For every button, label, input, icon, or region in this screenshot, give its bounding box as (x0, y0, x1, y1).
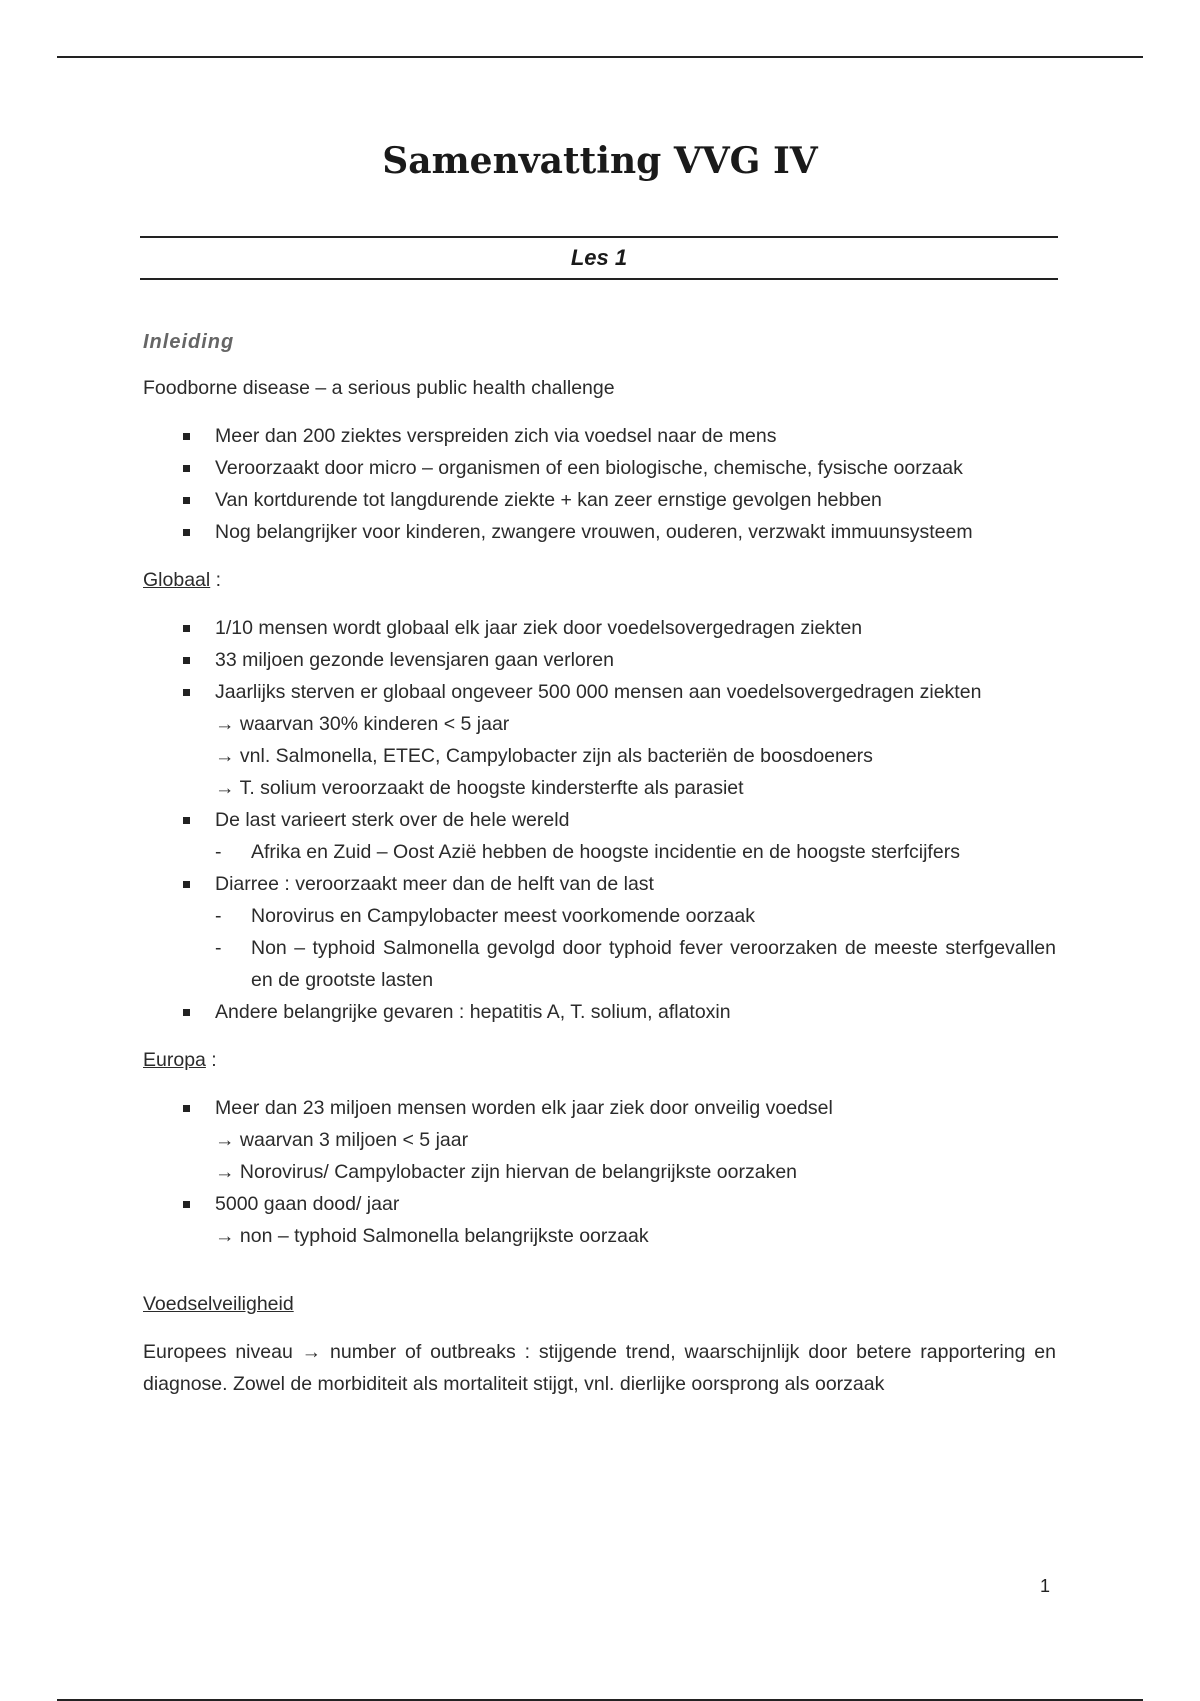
list-item: Diarree : veroorzaakt meer dan de helft van de last - Norovirus en Campylobacter meest voorkomende oorzaak - Non – typhoid Salmonella gevolgd door typhoid fever veroorzaken de meeste sterfgevallen en de grootste lasten (143, 868, 1056, 996)
dash-marker: - (215, 905, 222, 927)
voedselveiligheid-paragraph: Europees niveau → number of outbreaks : stijgende trend, waarschijnlijk door betere rapportering en diagnose. Zowel de morbiditeit als mortaliteit stijgt, vnl. dierlijke oorsprong als oorzaak (143, 1341, 1056, 1395)
section-heading-voedselveiligheid: Voedselveiligheid (143, 1293, 294, 1315)
dash-marker: - (215, 841, 222, 863)
europa-list (143, 1092, 1056, 1252)
list-item: 1/10 mensen wordt globaal elk jaar ziek door voedelsovergedragen ziekten (143, 612, 1056, 644)
bullet-square-icon (183, 1201, 190, 1208)
inleiding-list (143, 420, 1056, 548)
arrow-subline: → non – typhoid Salmonella belangrijkste oorzaak (215, 1225, 649, 1247)
bullet-square-icon (183, 465, 190, 472)
bullet-square-icon (183, 529, 190, 536)
bullet-square-icon (183, 689, 190, 696)
list-item: 33 miljoen gezonde levensjaren gaan verloren (143, 644, 1056, 676)
list-item: Nog belangrijker voor kinderen, zwangere vrouwen, ouderen, verzwakt immuunsysteem (143, 516, 1056, 548)
header-rule (57, 56, 1143, 58)
intro-paragraph: Foodborne disease – a serious public health challenge (143, 377, 615, 399)
list-item: 5000 gaan dood/ jaar → non – typhoid Salmonella belangrijkste oorzaak (143, 1188, 1056, 1252)
document-title: Samenvatting VVG IV (382, 140, 818, 182)
bullet-square-icon (183, 1105, 190, 1112)
bullet-square-icon (183, 817, 190, 824)
arrow-subline: → vnl. Salmonella, ETEC, Campylobacter zijn als bacteriën de boosdoeners (215, 745, 873, 767)
section-heading-europa: Europa : (143, 1049, 217, 1071)
bullet-square-icon (183, 625, 190, 632)
arrow-subline: → waarvan 3 miljoen < 5 jaar (215, 1129, 469, 1151)
document-body (143, 326, 1056, 1416)
lesson-label: Les 1 (570, 245, 628, 270)
bullet-square-icon (183, 497, 190, 504)
arrow-subline: → waarvan 30% kinderen < 5 jaar (215, 713, 510, 735)
arrow-subline: → T. solium veroorzaakt de hoogste kindersterfte als parasiet (215, 777, 744, 799)
bullet-square-icon (183, 433, 190, 440)
page-number: 1 (1040, 1576, 1051, 1596)
globaal-list (143, 612, 1056, 1028)
bullet-square-icon (183, 1009, 190, 1016)
bullet-square-icon (183, 657, 190, 664)
list-item: De last varieert sterk over de hele wereld - Afrika en Zuid – Oost Azië hebben de hoogste incidentie en de hoogste sterfcijfers (143, 804, 1056, 868)
lesson-banner (140, 236, 1058, 280)
bullet-square-icon (183, 881, 190, 888)
section-heading-inleiding: Inleiding (143, 331, 235, 353)
list-item: Van kortdurende tot langdurende ziekte + kan zeer ernstige gevolgen hebben (143, 484, 1056, 516)
dash-marker: - (215, 937, 222, 959)
dash-subitem: - Non – typhoid Salmonella gevolgd door typhoid fever veroorzaken de meeste sterfgevallen en de grootste lasten (215, 932, 1056, 996)
section-heading-globaal: Globaal : (143, 569, 222, 591)
dash-subitem: - Afrika en Zuid – Oost Azië hebben de hoogste incidentie en de hoogste sterfcijfers (215, 836, 1056, 868)
list-item: Jaarlijks sterven er globaal ongeveer 500 000 mensen aan voedelsovergedragen ziekten → waarvan 30% kinderen < 5 jaar → vnl. Salmonella, ETEC, Campylobacter zijn als bacteriën de boosdoeners → T. solium veroorzaakt de hoogste kindersterfte als parasiet (143, 676, 1056, 804)
list-item: Meer dan 23 miljoen mensen worden elk jaar ziek door onveilig voedsel → waarvan 3 miljoen < 5 jaar → Norovirus/ Campylobacter zijn hiervan de belangrijkste oorzaken (143, 1092, 1056, 1188)
arrow-subline: → Norovirus/ Campylobacter zijn hiervan de belangrijkste oorzaken (215, 1161, 798, 1183)
list-item: Veroorzaakt door micro – organismen of een biologische, chemische, fysische oorzaak (143, 452, 1056, 484)
list-item: Andere belangrijke gevaren : hepatitis A, T. solium, aflatoxin (143, 996, 1056, 1028)
dash-subitem: - Norovirus en Campylobacter meest voorkomende oorzaak (215, 900, 1056, 932)
list-item: Meer dan 200 ziektes verspreiden zich via voedsel naar de mens (143, 420, 1056, 452)
